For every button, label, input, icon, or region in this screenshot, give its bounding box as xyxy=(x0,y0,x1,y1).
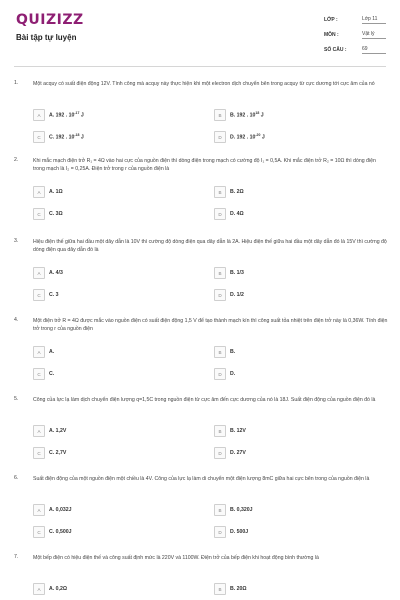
option-text xyxy=(49,586,67,592)
option-text xyxy=(230,292,244,298)
option-letter-box: B xyxy=(214,186,226,198)
question-number: 5. xyxy=(14,396,19,402)
option-text xyxy=(49,371,54,377)
option-b[interactable] xyxy=(214,186,244,198)
option-d[interactable] xyxy=(214,526,248,538)
option-main-text: A. xyxy=(49,349,55,355)
meta-value-class: Lớp 11 xyxy=(362,16,386,24)
option-letter-box: D xyxy=(214,131,226,143)
option-unit: J xyxy=(259,112,264,119)
option-main-text: D. 27V xyxy=(230,450,246,456)
question-text: Một acquy có suất điện động 12V. Tính công mà acquy này thực hiện khi một electron dịch chuyển bên trong acquy từ cực dương tới cực âm của nó xyxy=(33,81,375,87)
option-c[interactable] xyxy=(33,208,63,220)
option-b[interactable] xyxy=(214,109,264,121)
option-a[interactable] xyxy=(33,504,72,516)
option-exponent: 18 xyxy=(255,111,260,116)
option-letter-box: B xyxy=(214,109,226,121)
question-number: 7. xyxy=(14,554,19,560)
option-d[interactable] xyxy=(214,289,244,301)
option-text xyxy=(49,507,72,513)
option-letter-box: C xyxy=(33,131,45,143)
option-letter-box: A xyxy=(33,504,45,516)
option-letter-box: D xyxy=(214,447,226,459)
option-text xyxy=(49,270,63,276)
option-main-text: B. xyxy=(230,349,236,355)
meta-label-class: LỚP : xyxy=(324,17,338,23)
option-exponent: -18 xyxy=(74,133,80,138)
option-unit: J xyxy=(79,134,84,141)
option-letter-box: A xyxy=(33,186,45,198)
option-text xyxy=(49,349,54,355)
option-b[interactable] xyxy=(214,267,244,279)
option-text xyxy=(230,111,264,119)
option-b[interactable] xyxy=(214,425,246,437)
option-letter-box: A xyxy=(33,583,45,595)
option-letter-box: B xyxy=(214,267,226,279)
option-letter-box: D xyxy=(214,368,226,380)
option-text xyxy=(49,189,63,195)
meta-label-subject: MÔN : xyxy=(324,32,339,38)
option-main-text: C. 3 xyxy=(49,292,59,298)
question-number: 1. xyxy=(14,80,19,86)
option-text xyxy=(230,133,265,141)
option-a[interactable] xyxy=(33,267,63,279)
option-letter-box: A xyxy=(33,267,45,279)
option-d[interactable] xyxy=(214,131,265,143)
option-text xyxy=(49,529,72,535)
option-main-text: B. 20Ω xyxy=(230,586,247,592)
option-text xyxy=(230,450,246,456)
option-letter-box: C xyxy=(33,368,45,380)
question-text: Một điện trở R = 4Ω được mắc vào nguồn điện có suất điện động 1,5 V để tạo thành mạch kín thì công suất tỏa nhiệt trên điện trở này là 0,36W. Tính điện trở trong r của nguồn điện xyxy=(33,318,388,332)
option-a[interactable] xyxy=(33,425,66,437)
option-text xyxy=(230,507,253,513)
option-main-text: D. 500J xyxy=(230,529,249,535)
option-main-text: C. 2,7V xyxy=(49,450,67,456)
option-d[interactable] xyxy=(214,368,235,380)
option-c[interactable] xyxy=(33,526,72,538)
option-b[interactable] xyxy=(214,504,253,516)
option-a[interactable] xyxy=(33,346,54,358)
option-main-text: D. 4Ω xyxy=(230,211,244,217)
option-letter-box: B xyxy=(214,346,226,358)
option-main-text: B. 12V xyxy=(230,428,246,434)
option-text xyxy=(230,529,248,535)
option-letter-box: A xyxy=(33,109,45,121)
option-unit: J xyxy=(79,112,84,119)
option-c[interactable] xyxy=(33,368,54,380)
option-main-text: D. xyxy=(230,371,236,377)
option-main-text: D. 192 . 10 xyxy=(230,134,256,141)
option-d[interactable] xyxy=(214,447,246,459)
option-text xyxy=(49,133,84,141)
option-d[interactable] xyxy=(214,208,244,220)
option-main-text: B. 1/3 xyxy=(230,270,244,276)
option-text xyxy=(230,349,235,355)
option-main-text: C. 0,500J xyxy=(49,529,72,535)
option-letter-box: D xyxy=(214,526,226,538)
option-a[interactable] xyxy=(33,109,84,121)
option-main-text: B. 2Ω xyxy=(230,189,244,195)
option-main-text: C. 3Ω xyxy=(49,211,63,217)
option-main-text: A. 1,2V xyxy=(49,428,67,434)
meta-label-question-count: SỐ CÂU : xyxy=(324,47,347,53)
option-main-text: A. 1Ω xyxy=(49,189,63,195)
option-letter-box: A xyxy=(33,346,45,358)
option-text xyxy=(230,270,244,276)
question-number: 4. xyxy=(14,317,19,323)
option-c[interactable] xyxy=(33,131,84,143)
option-text xyxy=(230,189,244,195)
option-main-text: B. 192 . 10 xyxy=(230,112,256,119)
option-main-text: D. 1/2 xyxy=(230,292,244,298)
option-main-text: A. 192 . 10 xyxy=(49,112,75,119)
meta-value-question-count: 69 xyxy=(362,46,386,54)
question-text: Suất điện động của một nguồn điện một chiều là 4V. Công của lực lạ làm di chuyển một điện lượng 8mC giữa hai cực bên trong của nguồn điện là xyxy=(33,476,370,482)
option-text xyxy=(49,292,59,298)
option-letter-box: D xyxy=(214,208,226,220)
option-text xyxy=(49,428,66,434)
meta-value-subject: Vật lý xyxy=(362,31,386,39)
option-text xyxy=(49,211,63,217)
option-text xyxy=(230,371,235,377)
option-unit: J xyxy=(260,134,265,141)
option-text xyxy=(230,211,244,217)
option-main-text: C. xyxy=(49,371,55,377)
option-b[interactable] xyxy=(214,583,247,595)
option-letter-box: B xyxy=(214,425,226,437)
option-text xyxy=(230,586,247,592)
option-letter-box: D xyxy=(214,289,226,301)
worksheet-header xyxy=(0,0,400,66)
option-a[interactable] xyxy=(33,583,67,595)
question-number: 2. xyxy=(14,157,19,163)
option-main-text: A. 0,032J xyxy=(49,507,72,513)
option-letter-box: C xyxy=(33,289,45,301)
option-letter-box: A xyxy=(33,425,45,437)
header-divider xyxy=(14,66,386,67)
worksheet-title: Bài tập tự luyện xyxy=(16,33,77,42)
question-text: Một bếp điện có hiệu điện thế và công suất định mức là 220V và 1100W. Điện trở của bếp điện khi hoạt động bình thường là xyxy=(33,555,319,561)
option-text xyxy=(49,111,84,119)
option-c[interactable] xyxy=(33,447,66,459)
option-c[interactable] xyxy=(33,289,59,301)
option-letter-box: C xyxy=(33,447,45,459)
question-text: Khi mắc mạch điện trở R₁ = 4Ω vào hai cực của nguồn điện thì dòng điện trong mạch có cường độ I₁ = 0,5A. Khi mắc điện trở R₂ = 10Ω thì dòng điện trong mạch là I₂ = 0,25A. Điện trở trong r của nguồn điện là xyxy=(33,158,376,172)
option-text xyxy=(230,428,246,434)
question-number: 6. xyxy=(14,475,19,481)
option-letter-box: C xyxy=(33,526,45,538)
quizizz-logo: QUIZIZZ xyxy=(16,12,84,28)
option-main-text: A. 4/3 xyxy=(49,270,63,276)
option-letter-box: C xyxy=(33,208,45,220)
option-letter-box: B xyxy=(214,583,226,595)
question-number: 3. xyxy=(14,238,19,244)
option-main-text: A. 0,2Ω xyxy=(49,586,67,592)
option-main-text: B. 0,320J xyxy=(230,507,253,513)
option-main-text: C. 192 . 10 xyxy=(49,134,75,141)
option-exponent: -20 xyxy=(255,133,261,138)
option-a[interactable] xyxy=(33,186,63,198)
question-text: Công của lực lạ làm dịch chuyển điện lượng q=1,5C trong nguồn điện từ cực âm đến cực dương của nó là 18J. Suất điện động của nguồn điện đó là xyxy=(33,397,376,403)
option-text xyxy=(49,450,66,456)
option-exponent: -17 xyxy=(74,111,80,116)
question-text: Hiệu điện thế giữa hai đầu một dây dẫn là 10V thì cường độ dòng điện qua dây dẫn là 2A. Hiệu điện thế giữa hai đầu một dây dẫn đó là 15V thì cường độ dòng điện qua dây dẫn đó là xyxy=(33,239,387,253)
option-letter-box: B xyxy=(214,504,226,516)
option-b[interactable] xyxy=(214,346,235,358)
